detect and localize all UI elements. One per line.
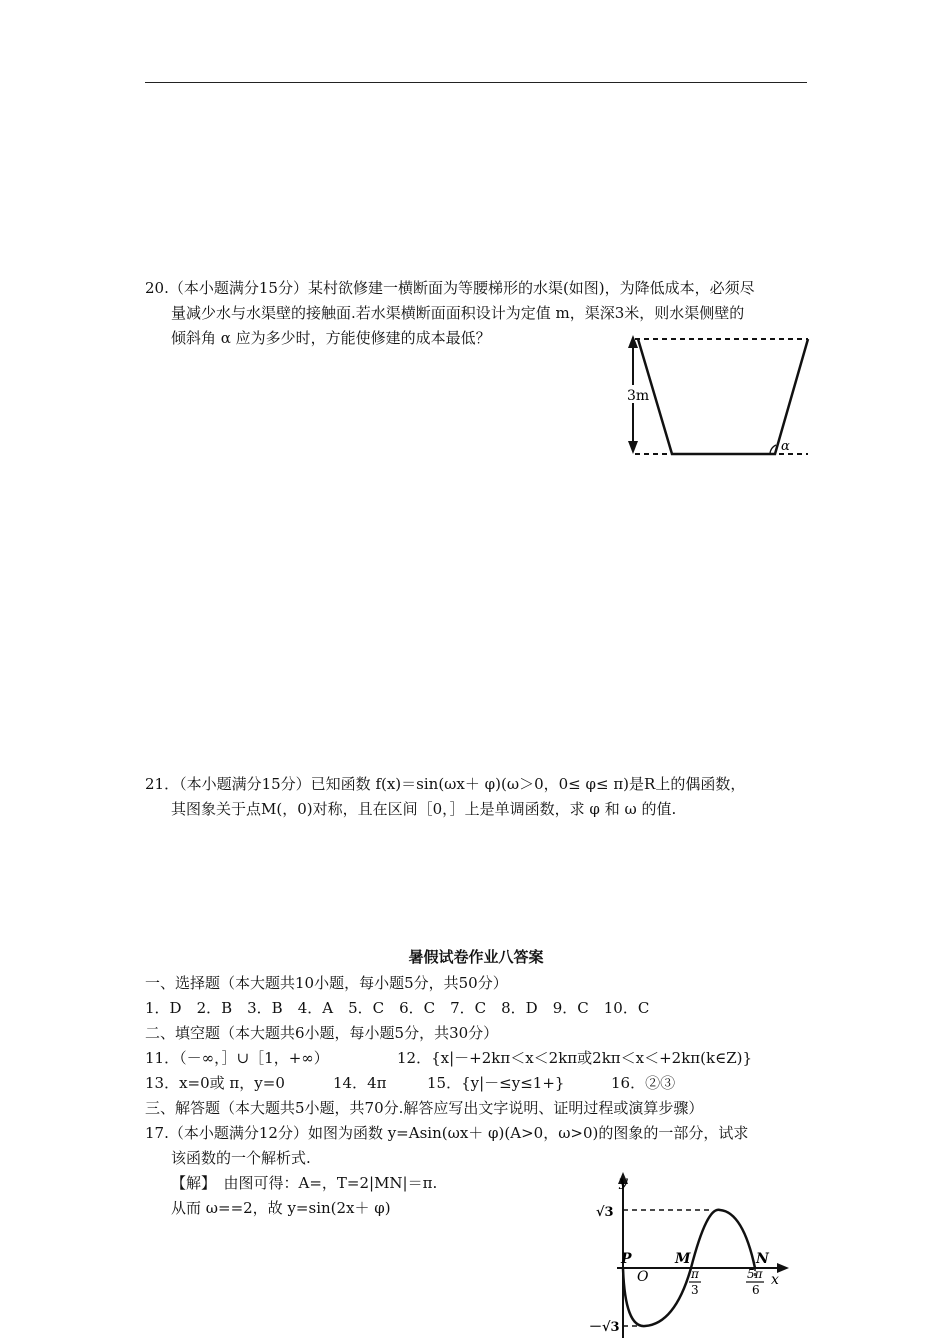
q21-line-1: 21．（本小题满分15分）已知函数 f(x)＝sin(ωx＋ φ)(ω＞0，0≤ φ≤ π)是R上的偶函数， [145,775,746,793]
answer-row-13-16 [145,1071,835,1096]
pi3-numerator: π [691,1267,699,1281]
answer-16: 16．②③ [611,1074,676,1092]
section-1-answers: 1．D 2．B 3．B 4．A 5．C 6．C 7．C 8．D 9．C 10．C [145,999,650,1017]
header-rule [145,82,807,83]
point-n-label: N [756,1251,769,1267]
answer-15: 15．{y|－≤y≤1+} [427,1074,565,1092]
section-3-header: 三、解答题（本大题共5小题，共70分.解答应写出文字说明、证明过程或演算步骤） [145,1099,704,1117]
answer-13: 13．x=0或 π，y=0 [145,1074,285,1092]
x-label: x [771,1272,779,1288]
section-2-header: 二、填空题（本大题共6小题，每小题5分，共30分） [145,1024,499,1042]
q20-line-1: 20.（本小题满分15分）某村欲修建一横断面为等腰梯形的水渠(如图)，为降低成本，必须尽 [145,279,755,297]
sqrt3-top-label: √3 [596,1205,614,1220]
fivepi6-numerator: 5π [747,1267,763,1281]
arrow-head-down [628,441,638,454]
answer-14: 14．4π [333,1074,387,1092]
fivepi6-denominator: 6 [752,1283,760,1297]
arrow-head-up [628,335,638,348]
sine-graph [589,1168,795,1340]
y-label: y [619,1174,628,1190]
question-21 [145,772,835,822]
depth-label: 3m [627,388,650,404]
q21-line-2: 其图象关于点M(，0)对称，且在区间［0，］上是单调函数，求 φ 和 ω 的值. [171,800,677,818]
answer-row-11-12 [145,1046,835,1071]
q20-line-2: 量减少水与水渠壁的接触面.若水渠横断面面积设计为定值 m，渠深3米，则水渠侧壁的 [171,304,745,322]
point-m-label: M [675,1251,691,1267]
q20-line-3: 倾斜角 α 应为多少时，方能使修建的成本最低？ [171,329,491,347]
angle-label: α [781,439,790,454]
q17-line-2: 该函数的一个解析式. [171,1149,311,1167]
answer-11: 11．（－∞，］∪［1，+∞） [145,1049,329,1067]
answers-title: 暑假试卷作业八答案 [408,948,544,966]
solution-line-2: 从而 ω==2，故 y=sin(2x＋ φ) [171,1199,391,1217]
pi3-denominator: 3 [691,1283,699,1297]
origin-label: O [637,1269,649,1285]
q17-line-1: 17.（本小题满分12分）如图为函数 y=Asin(ωx＋ φ)(A>0，ω>0)的图象的一部分，试求 [145,1124,749,1142]
trapezoid-shape [638,339,808,454]
sqrt3-bottom-label: －√3 [589,1320,620,1335]
solution-line-1: 【解】 由图可得：A=，T=2|MN|＝π. [171,1174,438,1192]
trapezoid-figure [600,330,815,462]
section-1-header: 一、选择题（本大题共10小题，每小题5分，共50分） [145,974,508,992]
point-p-label: P [621,1251,632,1267]
answer-12: 12．{x|－+2kπ＜x＜2kπ或2kπ＜x＜+2kπ(k∈Z)} [397,1049,753,1067]
